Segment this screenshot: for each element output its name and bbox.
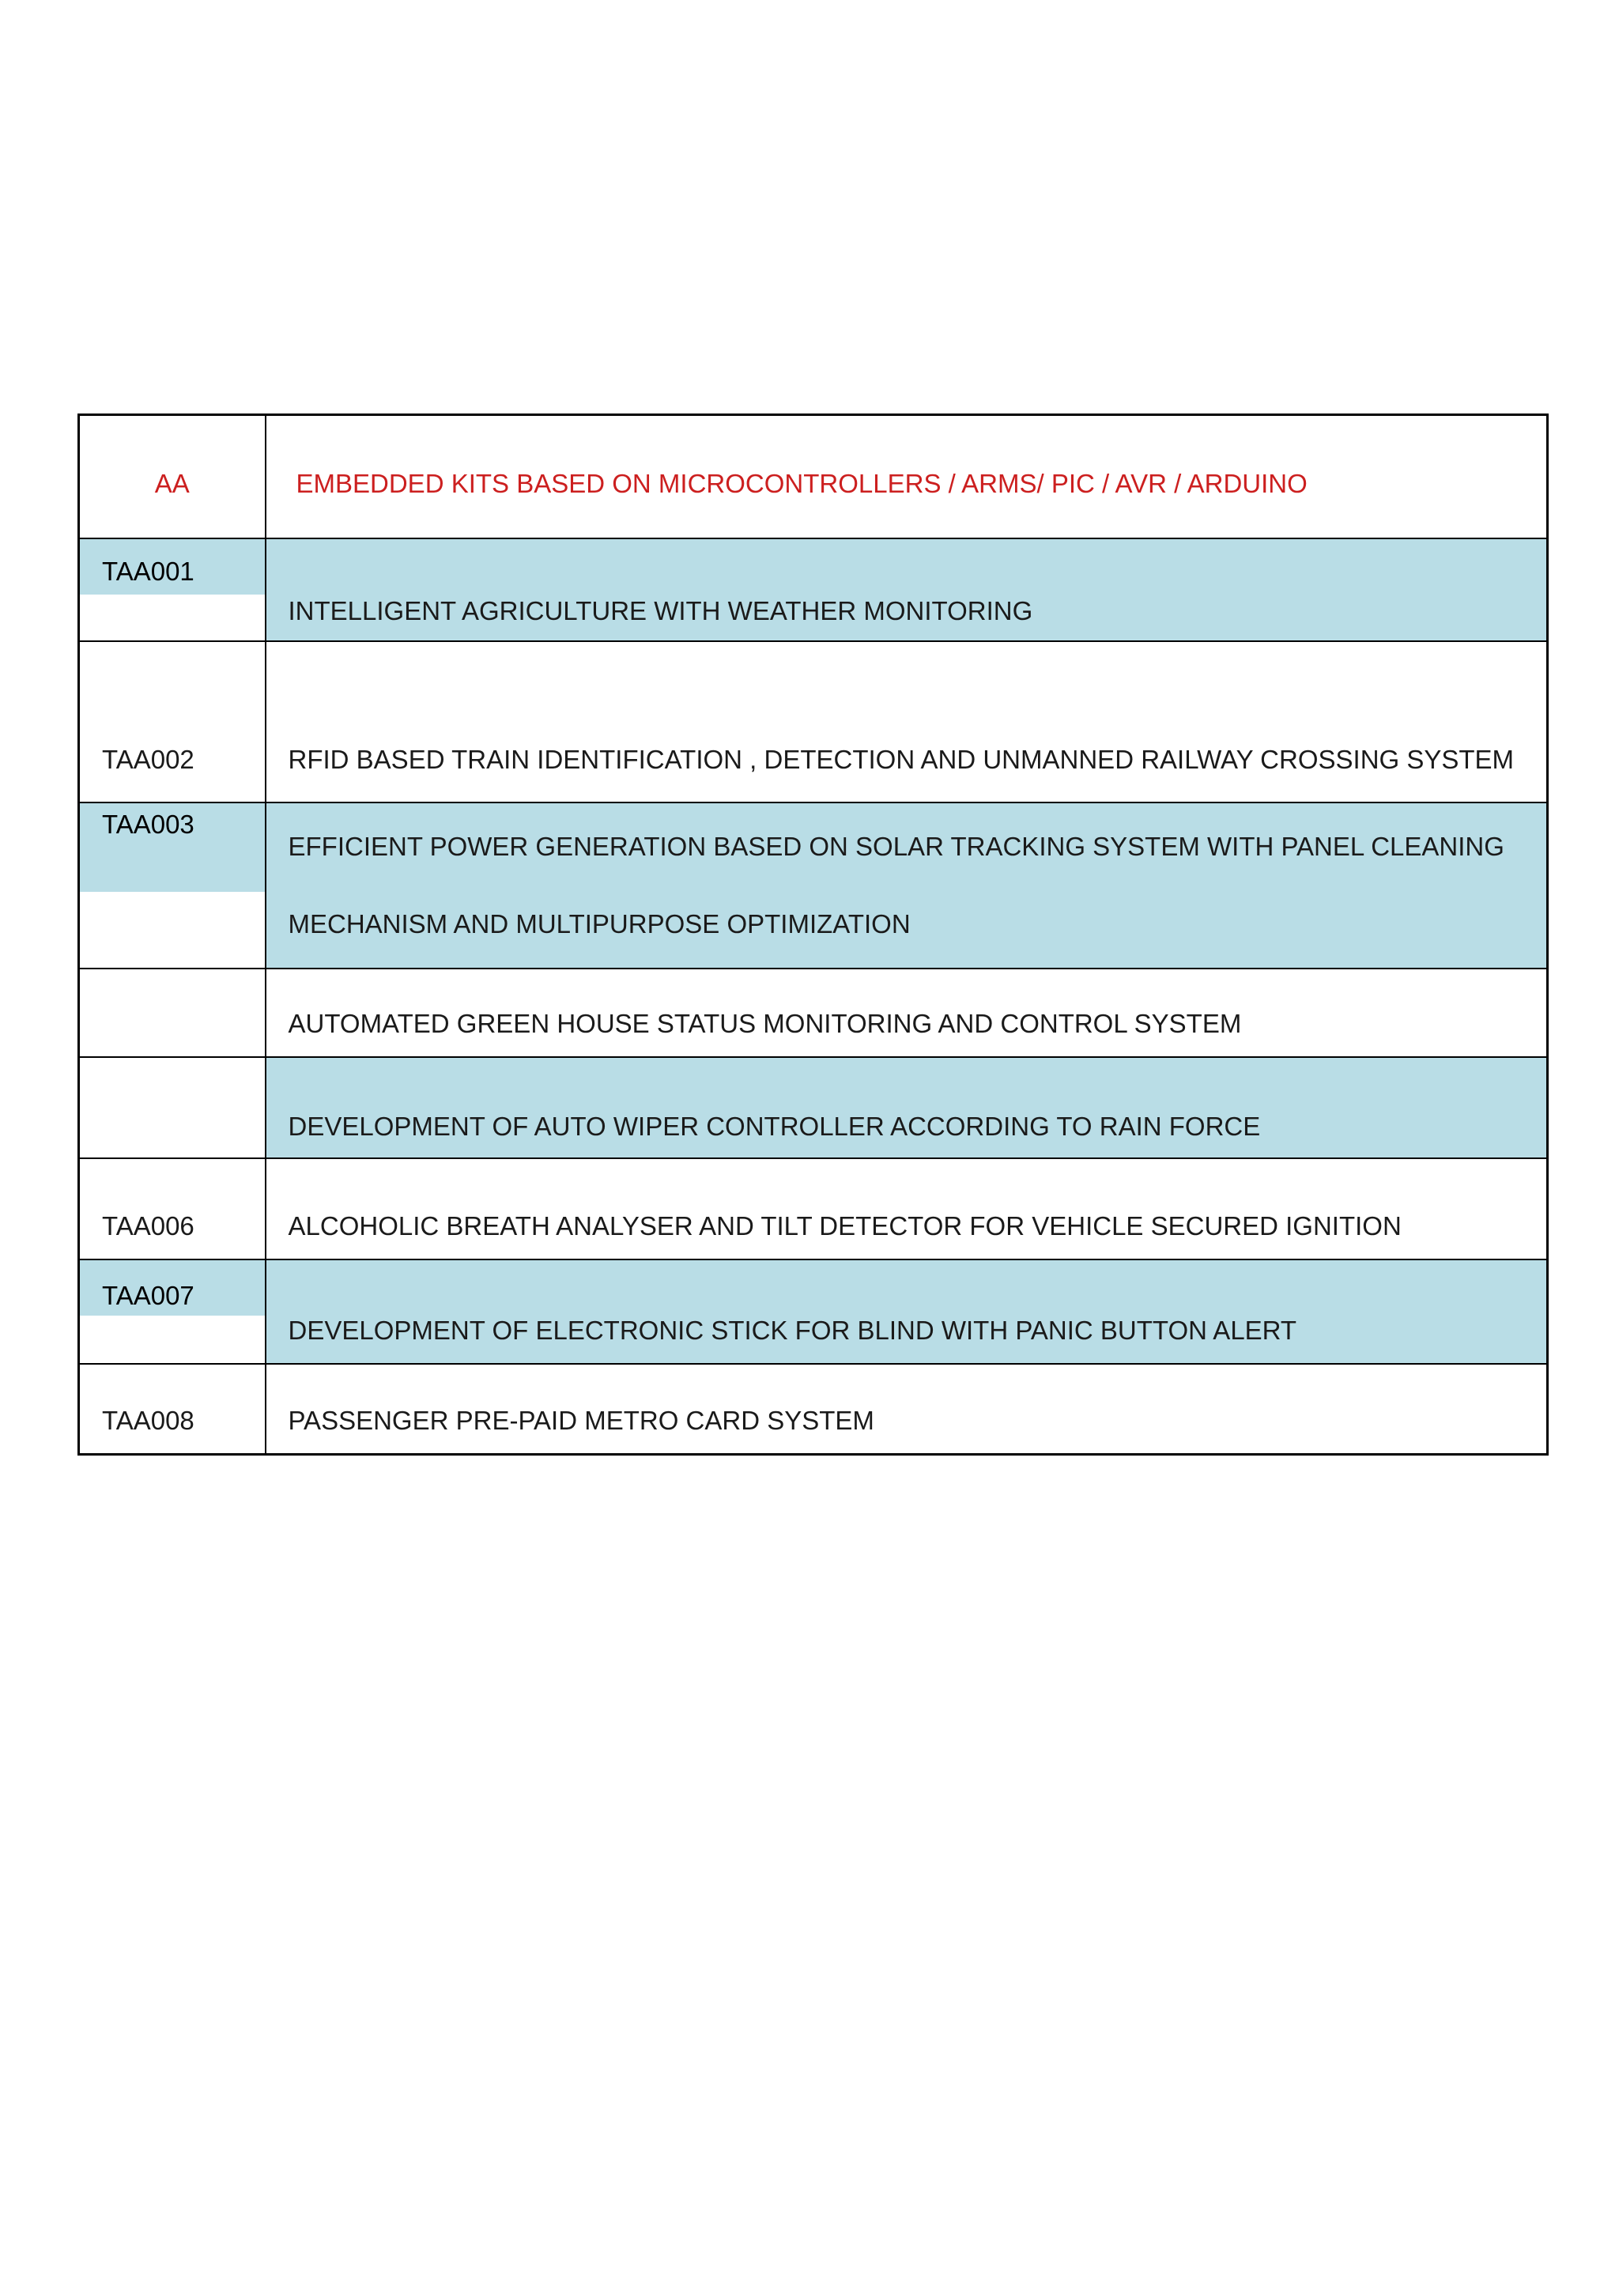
row-code: TAA002 bbox=[79, 641, 266, 802]
table-row bbox=[79, 538, 1548, 641]
table-header-row bbox=[79, 415, 1548, 539]
table-row bbox=[79, 1057, 1548, 1158]
table-row bbox=[79, 969, 1548, 1057]
row-title: RFID BASED TRAIN IDENTIFICATION , DETECTION AND UNMANNED RAILWAY CROSSING SYSTEM bbox=[266, 641, 1548, 802]
row-code bbox=[79, 969, 266, 1057]
row-code: TAA007 bbox=[102, 1281, 194, 1310]
row-title: DEVELOPMENT OF ELECTRONIC STICK FOR BLIND WITH PANIC BUTTON ALERT bbox=[266, 1259, 1548, 1364]
row-code-cell bbox=[79, 538, 266, 641]
row-title-line-1: EFFICIENT POWER GENERATION BASED ON SOLAR TRACKING SYSTEM WITH PANEL CLEANING bbox=[288, 832, 1504, 861]
row-title: INTELLIGENT AGRICULTURE WITH WEATHER MONITORING bbox=[266, 538, 1548, 641]
row-title: PASSENGER PRE-PAID METRO CARD SYSTEM bbox=[266, 1364, 1548, 1454]
header-title: EMBEDDED KITS BASED ON MICROCONTROLLERS / ARMS/ PIC / AVR / ARDUINO bbox=[266, 415, 1548, 539]
row-code bbox=[79, 1057, 266, 1158]
row-title bbox=[266, 802, 1548, 969]
row-title: DEVELOPMENT OF AUTO WIPER CONTROLLER ACCORDING TO RAIN FORCE bbox=[266, 1057, 1548, 1158]
project-table bbox=[77, 414, 1549, 1456]
row-title-line-2: MECHANISM AND MULTIPURPOSE OPTIMIZATION bbox=[288, 909, 911, 938]
header-code: AA bbox=[79, 415, 266, 539]
row-code: TAA001 bbox=[102, 557, 194, 586]
row-title: ALCOHOLIC BREATH ANALYSER AND TILT DETECTOR FOR VEHICLE SECURED IGNITION bbox=[266, 1158, 1548, 1259]
table-row bbox=[79, 1158, 1548, 1259]
row-code-cell bbox=[79, 1259, 266, 1364]
table-row bbox=[79, 641, 1548, 802]
table-row bbox=[79, 1259, 1548, 1364]
table-row bbox=[79, 1364, 1548, 1454]
row-code-cell bbox=[79, 802, 266, 969]
row-code: TAA008 bbox=[79, 1364, 266, 1454]
row-title: AUTOMATED GREEN HOUSE STATUS MONITORING AND CONTROL SYSTEM bbox=[266, 969, 1548, 1057]
row-code: TAA006 bbox=[79, 1158, 266, 1259]
row-code: TAA003 bbox=[102, 810, 194, 839]
table-row bbox=[79, 802, 1548, 969]
